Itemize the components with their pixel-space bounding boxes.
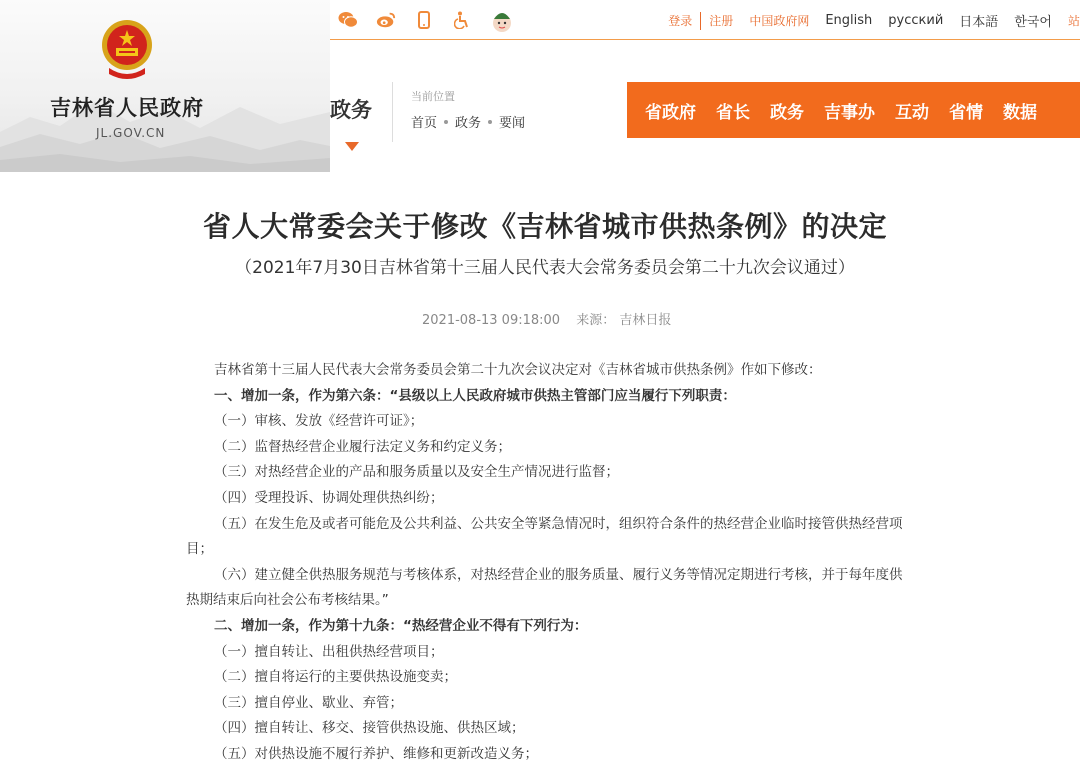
nav-item-provincial-government[interactable]: 省政府	[645, 102, 696, 123]
article-paragraph: （一）审核、发放《经营许可证》；	[214, 413, 424, 430]
national-emblem-icon	[99, 18, 155, 80]
weibo-icon[interactable]	[376, 10, 396, 30]
article-title: 省人大常委会关于修改《吉林省城市供热条例》的决定	[202, 210, 887, 243]
gov-portal-link[interactable]: 中国政府网	[749, 14, 810, 28]
article-body	[186, 358, 906, 768]
article-paragraph: （五）在发生危及或者可能危及公共利益、公共安全等紧急情况时，组织符合条件的热经营企业临时接管供热经营项目；	[186, 515, 903, 558]
article-paragraph: 二、增加一条，作为第十九条：“热经营企业不得有下列行为：	[214, 617, 588, 634]
nav-item-data[interactable]: 数据	[1003, 102, 1037, 123]
lang-korean-link[interactable]: 한국어	[1014, 15, 1052, 30]
main-nav	[627, 82, 1080, 138]
current-location-label: 当前位置	[411, 90, 455, 103]
article-meta	[422, 309, 671, 328]
breadcrumb-separator-icon	[444, 120, 448, 124]
article-paragraph: （四）受理投诉、协调处理供热纠纷；	[214, 489, 444, 506]
section-title: 政务	[330, 98, 372, 122]
breadcrumb-affairs[interactable]: 政务	[455, 116, 482, 131]
breadcrumb-home[interactable]: 首页	[411, 116, 438, 131]
login-link[interactable]: 登录	[668, 14, 693, 28]
site-map-link[interactable]: 站	[1067, 14, 1080, 28]
article-paragraph: （二）擅自将运行的主要供热设施变卖；	[214, 669, 457, 686]
site-domain: JL.GOV.CN	[96, 126, 166, 140]
site-title: 吉林省人民政府	[50, 96, 204, 120]
mobile-icon[interactable]	[414, 10, 434, 30]
lang-english-link[interactable]: English	[825, 13, 873, 28]
nav-item-jishiban[interactable]: 吉事办	[824, 102, 875, 123]
page-header	[0, 0, 1080, 172]
article-paragraph: （二）监督热经营企业履行法定义务和约定义务；	[214, 438, 511, 455]
nav-item-governor[interactable]: 省长	[716, 102, 750, 123]
publish-date: 2021-08-13 09:18:00	[422, 313, 561, 328]
article-paragraph: （三）对热经营企业的产品和服务质量以及安全生产情况进行监督；	[214, 464, 619, 481]
article-paragraph: 吉林省第十三届人民代表大会常务委员会第二十九次会议决定对《吉林省城市供热条例》作如下修改：	[214, 362, 822, 378]
lang-russian-link[interactable]: русский	[888, 13, 944, 28]
register-link[interactable]: 注册	[709, 14, 734, 28]
accessibility-icon[interactable]	[452, 10, 472, 30]
article-paragraph: （一）擅自转让、出租供热经营项目；	[214, 643, 444, 660]
article-paragraph: （四）擅自转让、移交、接管供热设施、供热区域；	[214, 720, 525, 737]
breadcrumb-news[interactable]: 要闻	[499, 116, 526, 131]
article-subtitle: （2021年7月30日吉林省第十三届人民代表大会常务委员会第二十九次会议通过）	[235, 258, 855, 278]
article-source: 来源： 吉林日报	[576, 313, 672, 328]
service-icons	[338, 6, 514, 34]
breadcrumb-separator-icon	[488, 120, 492, 124]
nav-item-affairs[interactable]: 政务	[770, 102, 804, 123]
article-paragraph: （三）擅自停业、歇业、弃管；	[214, 694, 403, 711]
breadcrumb	[411, 112, 525, 131]
divider	[392, 82, 393, 142]
nav-item-province-info[interactable]: 省情	[949, 102, 983, 123]
nav-item-interaction[interactable]: 互动	[895, 102, 929, 123]
top-links	[660, 11, 1080, 30]
caret-down-icon	[345, 142, 359, 151]
top-bar	[330, 0, 1080, 40]
wechat-icon[interactable]	[338, 10, 358, 30]
article-paragraph: （五）对供热设施不履行养护、维修和更新改造义务；	[214, 745, 538, 762]
logo-area[interactable]	[0, 0, 330, 172]
article-paragraph: 一、增加一条，作为第六条：“县级以上人民政府城市供热主管部门应当履行下列职责：	[214, 387, 736, 404]
mascot-icon[interactable]	[490, 6, 514, 34]
article-paragraph: （六）建立健全供热服务规范与考核体系，对热经营企业的服务质量、履行义务等情况定期进行考核，并于每年度供热期结束后向社会公布考核结果。”	[186, 566, 903, 609]
lang-japanese-link[interactable]: 日本語	[959, 15, 999, 30]
